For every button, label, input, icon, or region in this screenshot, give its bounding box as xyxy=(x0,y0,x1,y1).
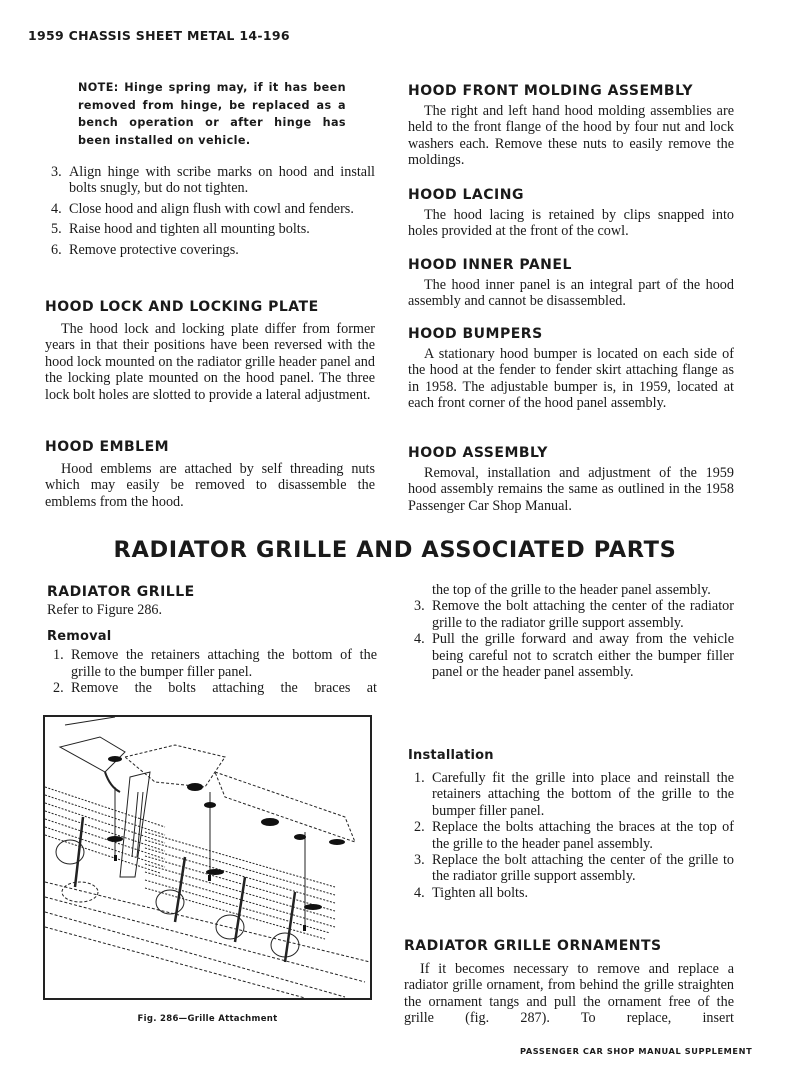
ornaments-section xyxy=(404,937,734,1027)
step-number: 3. xyxy=(414,598,425,615)
section-heading: HOOD EMBLEM xyxy=(45,439,170,455)
installation-heading: Installation xyxy=(408,748,494,763)
step-number: 2. xyxy=(53,680,64,697)
section-heading: HOOD FRONT MOLDING ASSEMBLY xyxy=(408,83,693,99)
right-header-panel xyxy=(215,772,355,842)
section-body: Hood emblems are attached by self threading nuts which may easily be removed to disassemble the emblems from the hood. xyxy=(45,461,375,510)
section-body: A stationary hood bumper is located on each side of the hood at the fender to fender skirt attaching flange as in 1958. The adjustable bumper is, in 1959, located at each front corner of the hood panel assembly. xyxy=(408,346,734,412)
grille-bars-left xyxy=(45,787,165,873)
grille-attachment-illustration xyxy=(45,717,370,998)
step-item xyxy=(45,221,375,237)
removal-steps-continued xyxy=(408,582,734,680)
step-text: Align hinge with scribe marks on hood and install bolts snugly, but do not tighten. xyxy=(69,164,375,197)
main-section-heading: RADIATOR GRILLE AND ASSOCIATED PARTS xyxy=(113,537,677,563)
step-text: Raise hood and tighten all mounting bolts. xyxy=(69,221,310,238)
section-body: Removal, installation and adjustment of the 1959 hood assembly remains the same as outlined in the 1958 Passenger Car Shop Manual. xyxy=(408,465,734,514)
step-item xyxy=(408,631,734,680)
step-number: 1. xyxy=(414,770,425,786)
step-continuation xyxy=(408,582,734,598)
step-text: Carefully fit the grille into place and reinstall the retainers attaching the bottom of the grille to the bumper filler panel. xyxy=(432,770,734,819)
hood-front-molding-section xyxy=(408,82,734,169)
step-item xyxy=(47,680,377,696)
hood-lacing-section xyxy=(408,186,734,240)
section-body: The hood lacing is retained by clips snapped into holes provided at the front of the cowl. xyxy=(408,207,734,240)
step-item xyxy=(408,598,734,631)
step-text: Close hood and align flush with cowl and fenders. xyxy=(69,200,354,217)
radiator-grille-section xyxy=(47,583,377,697)
section-body: The hood lock and locking plate differ from former years in that their positions have been reversed with the hood lock mounted on the radiator grille header panel and the locking plate mounted on the hood panel. The three lock bolt holes are slotted to provide a lateral adjustment. xyxy=(45,321,375,403)
page-footer: PASSENGER CAR SHOP MANUAL SUPPLEMENT xyxy=(520,1046,753,1056)
step-text: Replace the bolt attaching the center of the grille to the radiator grille support assembly. xyxy=(432,852,734,885)
grille-bars-center xyxy=(145,832,335,939)
section-heading: HOOD BUMPERS xyxy=(408,326,543,342)
step-number: 3. xyxy=(414,852,425,869)
section-body: The right and left hand hood molding assemblies are held to the front flange of the hood by four nut and lock washers each. Remove these nuts to easily remove the moldings. xyxy=(408,103,734,169)
hinge-spring-note: NOTE: Hinge spring may, if it has been removed from hinge, be replaced as a bench operation or after hinge has been installed on vehicle. xyxy=(78,81,346,147)
step-text: Tighten all bolts. xyxy=(432,884,529,901)
section-body: The hood inner panel is an integral part of the hood assembly and cannot be disassembled. xyxy=(408,277,734,310)
section-heading: HOOD ASSEMBLY xyxy=(408,445,548,461)
hood-inner-panel-section xyxy=(408,256,734,310)
hood-bumpers-section xyxy=(408,325,734,412)
step-item xyxy=(408,852,734,885)
figure-286-grille-attachment xyxy=(43,715,372,1000)
running-head: 1959 CHASSIS SHEET METAL 14-196 xyxy=(28,28,290,43)
removal-heading: Removal xyxy=(47,629,112,645)
step-item xyxy=(45,201,375,217)
step-number: 4. xyxy=(51,200,62,217)
hood-emblem-section xyxy=(45,438,375,510)
step-text: Remove protective coverings. xyxy=(69,241,239,258)
step-number: 4. xyxy=(414,884,425,901)
hood-install-steps xyxy=(45,164,375,262)
hood-lock-section xyxy=(45,298,375,403)
figure-caption: Fig. 286—Grille Attachment xyxy=(137,1014,278,1024)
step-number: 1. xyxy=(53,647,64,664)
section-heading: RADIATOR GRILLE ORNAMENTS xyxy=(404,938,662,954)
step-number: 6. xyxy=(51,241,62,258)
section-heading: HOOD LOCK AND LOCKING PLATE xyxy=(45,299,319,315)
section-heading: HOOD LACING xyxy=(408,187,524,203)
step-text: Remove the bolt attaching the center of the radiator grille to the radiator grille support assembly. xyxy=(432,598,734,631)
step-text: Remove the retainers attaching the bottom of the grille to the bumper filler panel. xyxy=(71,647,377,680)
step-text: Replace the bolts attaching the braces at the top of the grille to the header panel assembly. xyxy=(432,819,734,852)
step-item xyxy=(45,242,375,258)
hood-assembly-section xyxy=(408,444,734,514)
section-heading: RADIATOR GRILLE xyxy=(47,584,195,600)
step-text: Remove the bolts attaching the braces at xyxy=(71,680,377,697)
top-center-brace xyxy=(125,745,225,787)
step-number: 3. xyxy=(51,164,62,180)
step-text: Pull the grille forward and away from the vehicle being careful not to scratch either the bumper filler panel or the header panel assembly. xyxy=(432,631,734,681)
figure-reference: Refer to Figure 286. xyxy=(47,602,163,618)
header-bracket xyxy=(60,717,125,772)
step-item xyxy=(45,164,375,197)
section-heading: HOOD INNER PANEL xyxy=(408,257,572,273)
section-body: If it becomes necessary to remove and replace a radiator grille ornament, from behind the grille straighten the ornament tangs and pull the ornament free of the grille (fig. 287). To replace, insert xyxy=(404,961,734,1027)
step-number: 2. xyxy=(414,819,425,836)
step-item xyxy=(408,770,734,819)
step-number: 5. xyxy=(51,221,62,238)
filler-panel-line xyxy=(45,897,365,982)
step-item xyxy=(408,819,734,852)
step-item xyxy=(47,647,377,680)
step-text: the top of the grille to the header panel assembly. xyxy=(432,582,711,598)
step-number: 4. xyxy=(414,631,425,648)
step-item xyxy=(408,885,734,901)
installation-section xyxy=(408,747,734,901)
